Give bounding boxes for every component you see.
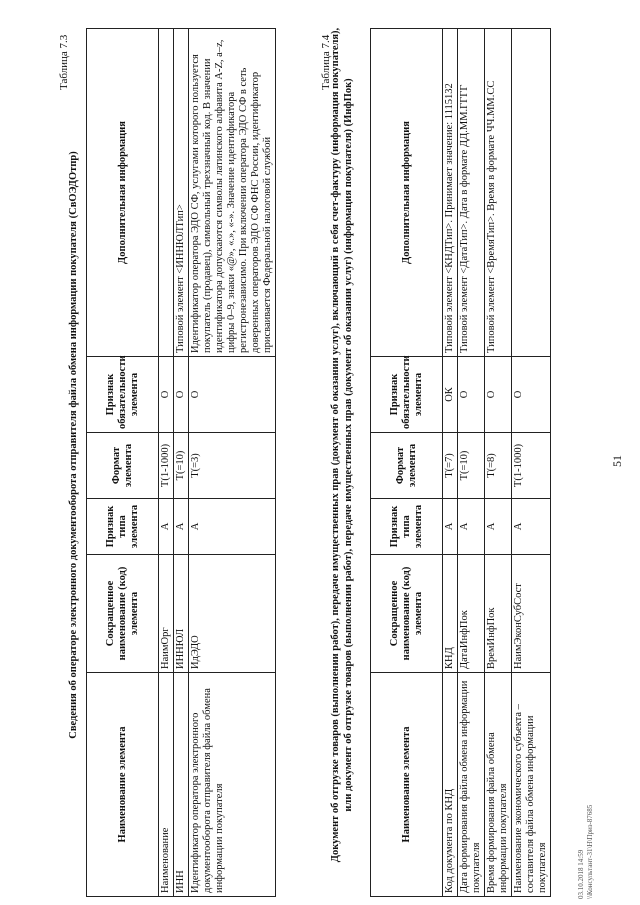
header-short-name: Сокращенное наименование (код) элемента [371,555,443,673]
cell-type: А [458,499,485,555]
cell-element-name: Наименование экономического субъекта – составителя файла обмена информации покупателя [512,673,551,897]
cell-short-name: НаимОрг [159,555,174,673]
cell-additional-info: Типовой элемент <ДатаТип>. Дата в формате ДД.ММ.ГГГГ [458,29,485,357]
cell-format: Т(1-1000) [512,433,551,499]
cell-type: А [159,499,174,555]
header-format: Формат элемента [371,433,443,499]
cell-format: Т(1-1000) [159,433,174,499]
table-7-4-caption: Документ об отгрузке товаров (выполнении работ), передаче имущественных прав (документ об оказании услуг), включающий в себя счет-фактуру (информация покупателя), или документ об отгрузке товаров (выполнении работ), передаче имущественных прав (документ об оказании услуг) (информация покупателя) (ИнфПок) [330,27,354,863]
stamp-line-1: 03.10.2018 14:59 [577,849,585,899]
cell-format: Т(=10) [174,433,189,499]
cell-element-name: Дата формирования файла обмена информации покупателя [458,673,485,897]
table-header-row [371,29,443,897]
cell-type: А [189,499,276,555]
header-required: Признак обязательности элемента [371,357,443,433]
cell-type: А [174,499,189,555]
cell-element-name: Наименование [159,673,174,897]
cell-required: О [159,357,174,433]
cell-required: ОК [443,357,458,433]
header-format: Формат элемента [87,433,159,499]
header-additional-info: Дополнительная информация [371,29,443,357]
cell-additional-info: Идентификатор оператора ЭДО СФ, услугами которого пользуется покупатель (продавец), символьный трехзначный код. В значении идентификатора допускаются символы латинского алфавита A-Z, a–z, цифры 0–9, знаки «@», «.», «-». Значение идентификатора регистронезависимо. При включении оператора ЭДО СФ в сеть доверенных операторов ЭДО СФ ФНС России, идентификатор присваивается Федеральной налоговой службой [189,29,276,357]
cell-format: Т(=7) [443,433,458,499]
cell-required: О [458,357,485,433]
cell-additional-info: Типовой элемент <КНДТип>. Принимает значение: 1115132 [443,29,458,357]
cell-element-name: Идентификатор оператора электронного документооборота отправителя файла обмена информации покупателя [189,673,276,897]
cell-type: А [512,499,551,555]
table-header-row [87,29,159,897]
cell-type: А [485,499,512,555]
cell-element-name: Код документа по КНД [443,673,458,897]
cell-element-name: ИНН [174,673,189,897]
cell-additional-info: Типовой элемент <ВремяТип>. Время в формате ЧЧ.ММ.СС [485,29,512,357]
cell-format: Т(=8) [485,433,512,499]
header-element-name: Наименование элемента [371,673,443,897]
table-row [174,29,189,897]
print-stamp [577,805,595,899]
cell-short-name: ДатаИнфПок [458,555,485,673]
cell-format: Т(=10) [458,433,485,499]
cell-short-name: ВремИнфПок [485,555,512,673]
cell-required: О [512,357,551,433]
table-row [159,29,174,897]
table-7-4 [370,28,551,897]
table-7-4-label: Таблица 7.4 [320,34,332,90]
cell-format: Т(=3) [189,433,276,499]
cell-required: О [174,357,189,433]
header-element-name: Наименование элемента [87,673,159,897]
header-additional-info: Дополнительная информация [87,29,159,357]
table-row [458,29,485,897]
table-row [512,29,551,897]
cell-short-name: НаимЭконСубСост [512,555,551,673]
table-row [443,29,458,897]
header-short-name: Сокращенное наименование (код) элемента [87,555,159,673]
header-required: Признак обязательности элемента [87,357,159,433]
cell-required: О [485,357,512,433]
table-row [485,29,512,897]
cell-element-name: Время формирования файла обмена информации покупателя [485,673,512,897]
table-7-3-label: Таблица 7.3 [58,34,70,90]
cell-type: А [443,499,458,555]
page-number: 51 [610,455,624,467]
cell-required: О [189,357,276,433]
table-7-3-caption: Сведения об операторе электронного документооборота отправителя файла обмена информации покупателя (СвОЭДОтпр) [68,151,79,739]
cell-additional-info: Типовой элемент <ИННЮЛТип> [174,29,189,357]
table-7-3 [86,28,276,897]
header-type: Признак типа элемента [371,499,443,555]
table-row [189,29,276,897]
stamp-line-2: \\Консультант-31\Н\Приз-87685 [586,804,594,899]
cell-additional-info [512,29,551,357]
cell-short-name: ИННЮЛ [174,555,189,673]
cell-additional-info [159,29,174,357]
header-type: Признак типа элемента [87,499,159,555]
cell-short-name: ИдЭДО [189,555,276,673]
cell-short-name: КНД [443,555,458,673]
